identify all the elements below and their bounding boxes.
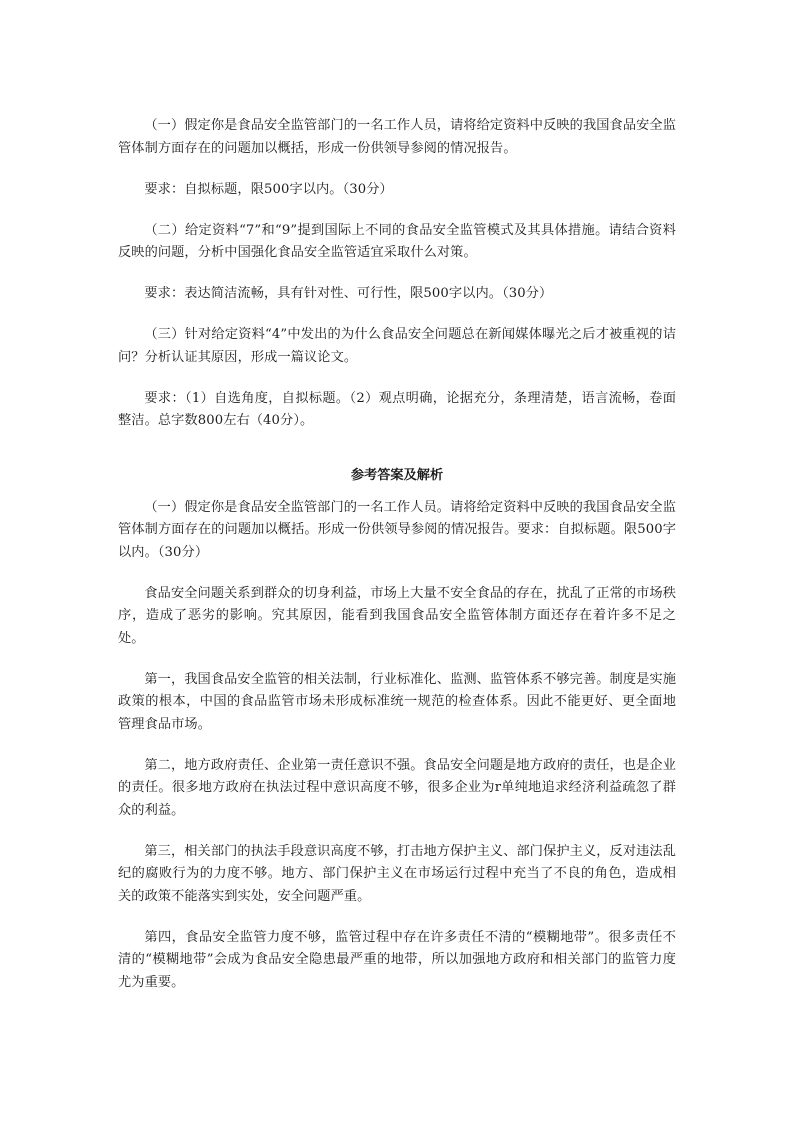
question-1-requirement: 要求：自拟标题，限500字以内。（30分） (144, 181, 393, 197)
question-3: （三）针对给定资料“4”中发出的为什么食品安全问题总在新闻媒体曝光之后才被重视的诘问？分析认证其原因，形成一篇议论文。 (118, 327, 676, 365)
question-2-requirement: 要求：表达简洁流畅，具有针对性、可行性，限500字以内。（30分） (144, 286, 553, 301)
question-2: （二）给定资料“7”和“9”提到国际上不同的食品安全监管模式及其具体措施。请结合资料反映的问题，分析中国强化食品安全监管适宜采取什么对策。 (118, 222, 676, 260)
answer-point-1: 第一，我国食品安全监管的相关法制，行业标准化、监测、监管体系不够完善。制度是实施政策的根本，中国的食品监管市场未形成标准统一规范的检查体系。因此不能更好、更全面地管理食品市场。 (118, 671, 676, 732)
answer-question-restated: （一）假定你是食品安全监管部门的一名工作人员。请将给定资料中反映的我国食品安全监管体制方面存在的问题加以概括。形成一份供领导参阅的情况报告。要求：自拟标题。限500字以内。（30分） (118, 499, 676, 560)
answer-point-2: 第二，地方政府责任、企业第一责任意识不强。食品安全问题是地方政府的责任，也是企业的责任。很多地方政府在执法过程中意识高度不够，很多企业为r单纯地追求经济利益疏忽了群众的利益。 (118, 757, 676, 818)
question-1: （一）假定你是食品安全监管部门的一名工作人员，请将给定资料中反映的我国食品安全监管体制方面存在的问题加以概括，形成一份供领导参阅的情况报告。 (118, 118, 676, 156)
answer-point-4: 第四，食品安全监管力度不够，监管过程中存在许多责任不清的“模糊地带”。很多责任不清的“模糊地带”会成为食品安全隐患最严重的地带，所以加强地方政府和相关部门的监管力度尤为重要。 (118, 929, 676, 990)
document-page (118, 115, 676, 994)
answer-intro: 食品安全问题关系到群众的切身利益，市场上大量不安全食品的存在，扰乱了正常的市场秩序，造成了恶劣的影响。究其原因，能看到我国食品安全监管体制方面还存在着许多不足之处。 (118, 585, 676, 646)
answer-heading: 参考答案及解析 (350, 467, 444, 483)
question-3-requirement: 要求：（1）自选角度，自拟标题。（2）观点明确，论据充分，条理清楚，语言流畅，卷面整洁。总字数800左右（40分）。 (118, 390, 676, 428)
answer-point-3: 第三，相关部门的执法手段意识高度不够，打击地方保护主义、部门保护主义，反对违法乱纪的腐败行为的力度不够。地方、部门保护主义在市场运行过程中充当了不良的角色，造成相关的政策不能落实到实处，安全问题严重。 (118, 843, 676, 904)
